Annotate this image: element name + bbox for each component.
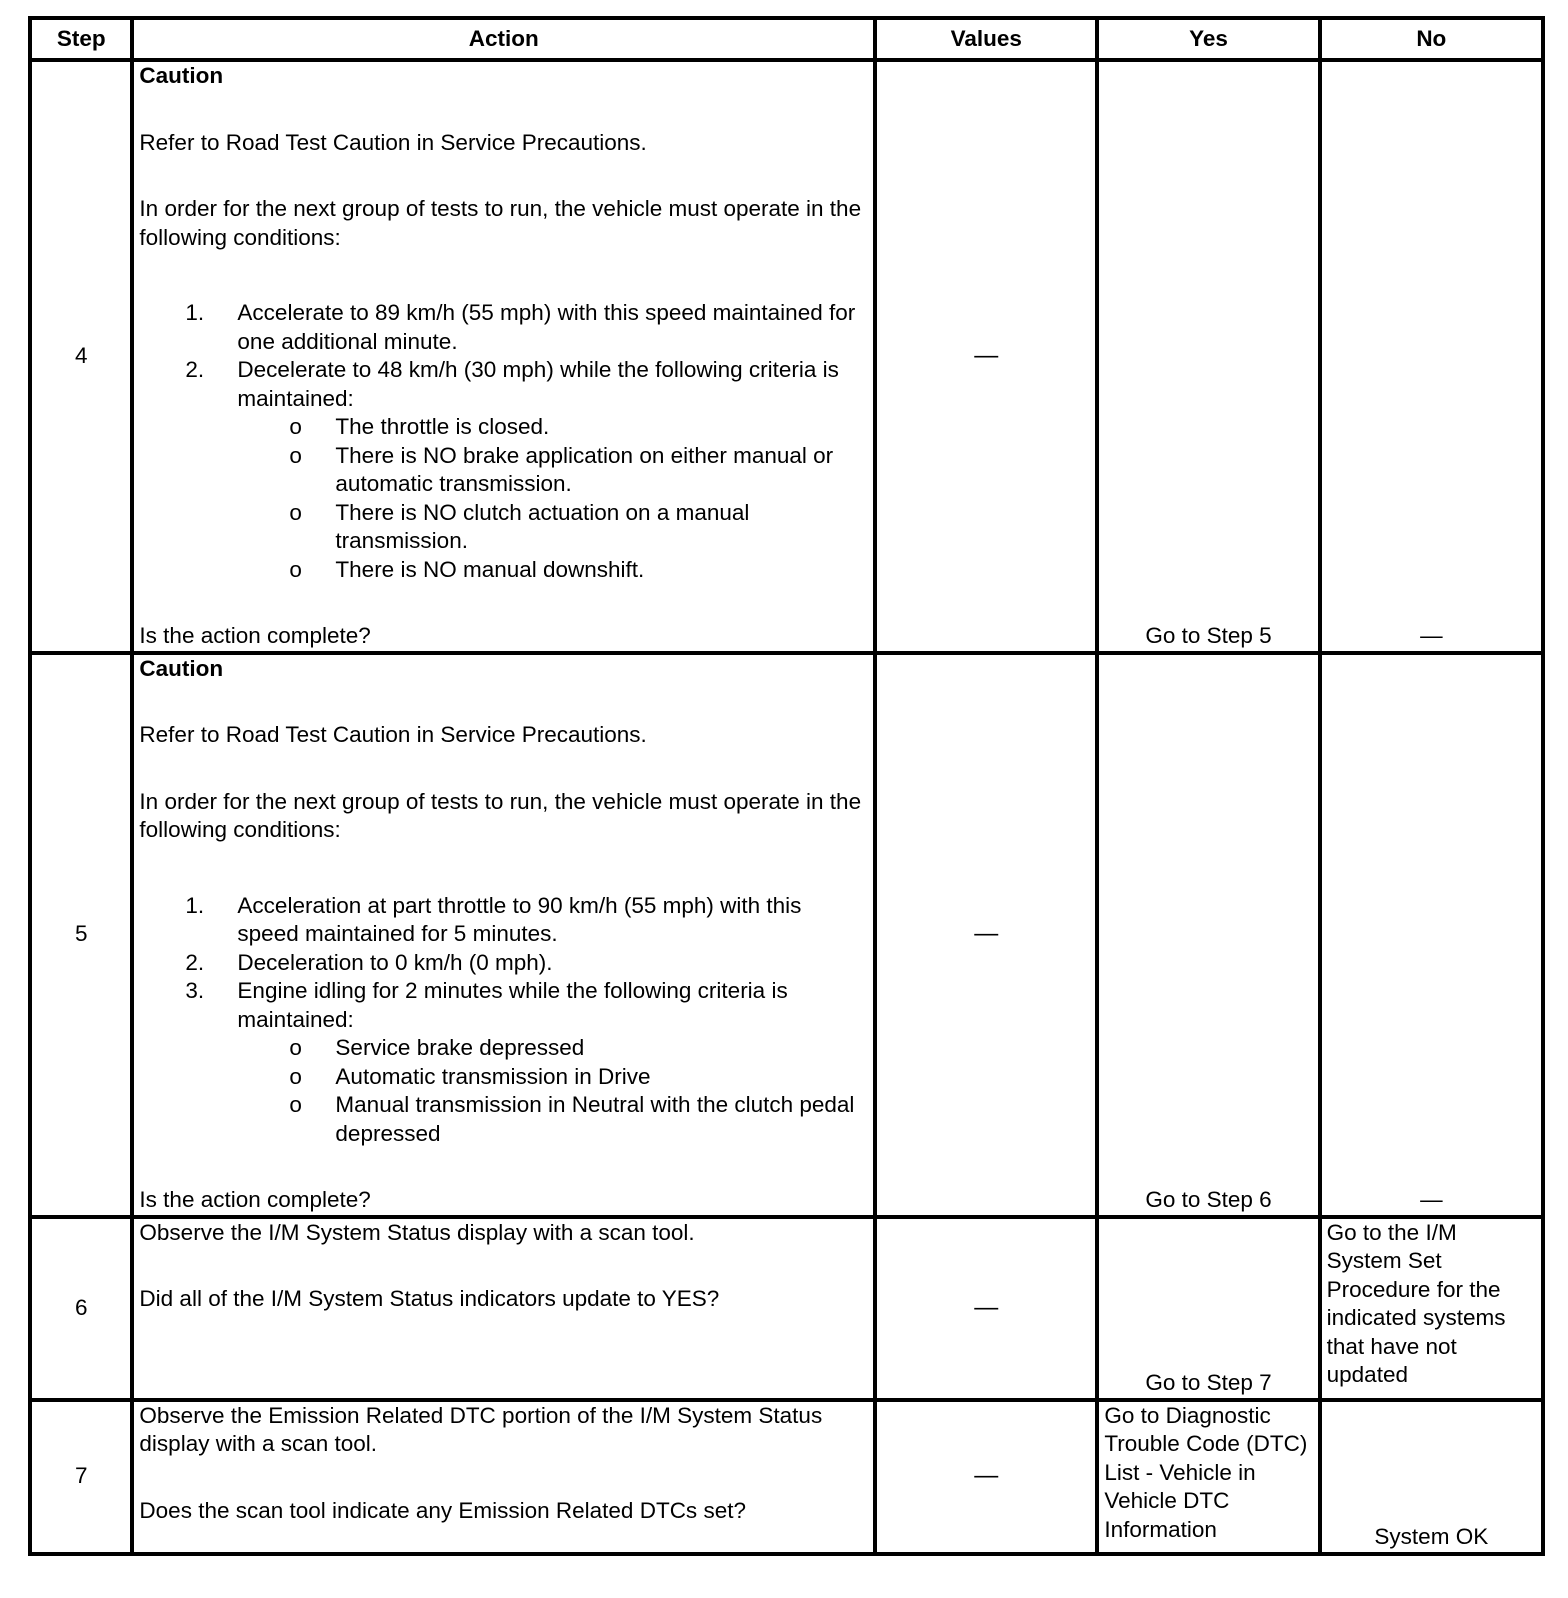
action-cell <box>132 653 875 1217</box>
question-text: Is the action complete? <box>139 623 371 648</box>
criteria-sublist <box>237 1034 868 1148</box>
sub-list-item: o Service brake depressed <box>289 1035 585 1060</box>
conditions-intro: In order for the next group of tests to run, the vehicle must operate in the following conditions: <box>139 196 862 250</box>
header-no: No <box>1320 18 1543 60</box>
header-yes: Yes <box>1097 18 1319 60</box>
step-number: 4 <box>30 60 132 653</box>
header-action: Action <box>132 18 875 60</box>
header-values: Values <box>875 18 1097 60</box>
sub-list-item: o There is NO manual downshift. <box>289 556 645 582</box>
sub-list-item: o Manual transmission in Neutral with the clutch pedal depressed <box>289 1092 855 1146</box>
yes-cell: Go to Step 5 <box>1097 60 1319 653</box>
list-item: 1. Acceleration at part throttle to 90 km/h (55 mph) with this speed maintained for 5 minutes. <box>185 892 802 946</box>
sub-list-item: o There is NO clutch actuation on a manual transmission. <box>289 499 750 553</box>
table-row-step-5 <box>30 653 1543 1217</box>
yes-cell: Go to Diagnostic Trouble Code (DTC) List - Vehicle in Vehicle DTC Information <box>1097 1400 1319 1554</box>
action-cell <box>132 60 875 653</box>
no-cell: Go to the I/M System Set Procedure for the indicated systems that have not updated <box>1320 1217 1543 1400</box>
criteria-sublist <box>237 413 868 584</box>
step-number: 5 <box>30 653 132 1217</box>
step-number: 7 <box>30 1400 132 1554</box>
list-item: 2. Decelerate to 48 km/h (30 mph) while the following criteria is maintained: o The throttle is closed. o There is NO brake application on either manual or automatic transmission. o There is NO clutch actuation on a manual transmission. o There is NO manual downshift. <box>139 356 868 584</box>
header-row <box>30 18 1543 60</box>
conditions-intro: In order for the next group of tests to run, the vehicle must operate in the following conditions: <box>139 788 862 842</box>
question-text: Did all of the I/M System Status indicators update to YES? <box>139 1286 720 1311</box>
instruction-text: Observe the Emission Related DTC portion of the I/M System Status display with a scan tool. <box>139 1402 823 1456</box>
yes-cell: Go to Step 6 <box>1097 653 1319 1217</box>
values-cell: — <box>875 1400 1097 1554</box>
values-cell: — <box>875 653 1097 1217</box>
table-row-step-7 <box>30 1400 1543 1554</box>
question-text: Does the scan tool indicate any Emission Related DTCs set? <box>139 1497 746 1523</box>
sub-list-item: o Automatic transmission in Drive <box>289 1063 651 1089</box>
sub-list-item: o The throttle is closed. <box>289 414 550 439</box>
caution-heading: Caution <box>139 63 224 88</box>
conditions-list <box>139 299 868 584</box>
caution-text: Refer to Road Test Caution in Service Precautions. <box>139 129 647 155</box>
table-row-step-4 <box>30 60 1543 653</box>
action-cell <box>132 1400 875 1554</box>
yes-cell: Go to Step 7 <box>1097 1217 1319 1400</box>
header-step: Step <box>30 18 132 60</box>
caution-heading: Caution <box>139 655 224 681</box>
diagnostic-table-page <box>28 16 1545 1556</box>
values-cell: — <box>875 1217 1097 1400</box>
list-item: 2. Deceleration to 0 km/h (0 mph). <box>185 949 553 975</box>
conditions-list <box>139 892 868 1149</box>
action-cell <box>132 1217 875 1400</box>
instruction-text: Observe the I/M System Status display with a scan tool. <box>139 1219 695 1245</box>
values-cell: — <box>875 60 1097 653</box>
no-cell: — <box>1320 60 1543 653</box>
list-item: 1. Accelerate to 89 km/h (55 mph) with this speed maintained for one additional minute. <box>185 300 856 354</box>
no-cell: System OK <box>1320 1400 1543 1554</box>
caution-text: Refer to Road Test Caution in Service Precautions. <box>139 722 647 747</box>
diagnostic-steps-table <box>28 16 1545 1556</box>
sub-list-item: o There is NO brake application on either manual or automatic transmission. <box>289 442 834 496</box>
no-cell: — <box>1320 653 1543 1217</box>
step-number: 6 <box>30 1217 132 1400</box>
list-item: 3. Engine idling for 2 minutes while the following criteria is maintained: o Service brake depressed o Automatic transmission in Drive o Manual transmission in Neutral with the clutch pedal depressed <box>139 977 868 1148</box>
question-text: Is the action complete? <box>139 1187 371 1212</box>
table-row-step-6 <box>30 1217 1543 1400</box>
